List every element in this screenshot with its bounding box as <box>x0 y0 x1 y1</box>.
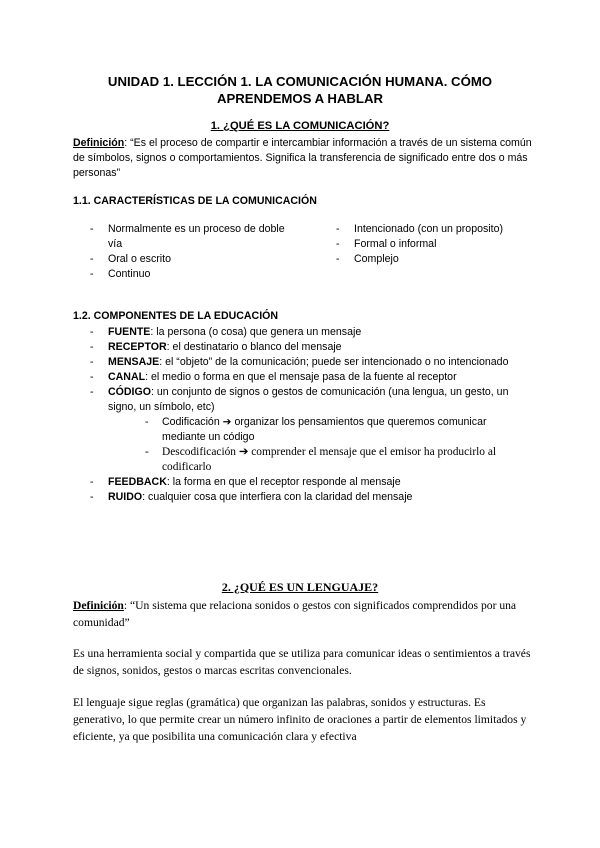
section-1-1-heading: 1.1. CARACTERÍSTICAS DE LA COMUNICACIÓN <box>73 195 317 207</box>
term: MENSAJE <box>108 356 160 368</box>
list-item: - Formal o informal <box>336 237 536 252</box>
list-item <box>90 355 530 370</box>
list-item: - Intencionado (con un proposito) <box>336 222 536 237</box>
components-list <box>90 325 530 505</box>
term-description: : cualquier cosa que interfiera con la claridad del mensaje <box>142 491 413 503</box>
section-1-heading: 1. ¿QUÉ ES LA COMUNICACIÓN? <box>210 120 390 132</box>
list-item <box>90 325 530 340</box>
definition-text: : “Un sistema que relaciona sonidos o gestos con significados comprendidos por una comunidad” <box>73 599 517 629</box>
list-item <box>90 475 530 490</box>
definition-label: Definición <box>73 599 124 612</box>
sublist-item: - Descodificación ➔ comprender el mensaje que el emisor ha producirlo al codificarlo <box>145 445 530 475</box>
document-title <box>60 73 540 107</box>
list-item: - Oral o escrito <box>90 252 290 267</box>
title-line-2: APRENDEMOS A HABLAR <box>216 91 384 106</box>
term: RECEPTOR <box>108 341 167 353</box>
characteristics-list-left <box>90 222 290 282</box>
list-item: - Complejo <box>336 252 536 267</box>
section-2-paragraph-1: Es una herramienta social y compartida que se utiliza para comunicar ideas o sentimientos a través de signos, sonidos, gestos o marcas escritas convencionales. <box>73 647 531 677</box>
list-item: - Normalmente es un proceso de doble vía <box>90 222 290 252</box>
characteristics-list-right <box>336 222 536 267</box>
term-description: : la forma en que el receptor responde al mensaje <box>166 476 401 488</box>
term-description: : el “objeto” de la comunicación; puede ser intencionado o no intencionado <box>159 356 509 368</box>
list-item <box>90 385 530 475</box>
section-1-definition <box>73 136 533 181</box>
codigo-sublist <box>108 415 530 475</box>
list-item <box>90 340 530 355</box>
section-1-2-heading: 1.2. COMPONENTES DE LA EDUCACIÓN <box>73 310 279 322</box>
definition-label: Definición <box>73 137 125 149</box>
term-description: : un conjunto de signos o gestos de comunicación (una lengua, un gesto, un signo, un símbolo, etc) <box>108 386 509 413</box>
term-description: : el medio o forma en que el mensaje pasa de la fuente al receptor <box>145 371 457 383</box>
sublist-item: - Codificación ➔ organizar los pensamientos que queremos comunicar mediante un código <box>145 415 530 445</box>
section-2-paragraph-2: El lenguaje sigue reglas (gramática) que organizan las palabras, sonidos y estructuras. Es generativo, lo que permite crear un número infinito de oraciones a partir de elementos limitados y eficiente, ya que posibilita una comunicación clara y efectiva <box>73 696 527 743</box>
definition-text: : “Es el proceso de compartir e intercambiar información a través de un sistema común de símbolos, signos o comportamientos. Significa la transferencia de significado entre dos o más personas” <box>73 137 532 179</box>
term: CÓDIGO <box>108 386 151 398</box>
title-line-1: UNIDAD 1. LECCIÓN 1. LA COMUNICACIÓN HUMANA. CÓMO <box>107 74 493 89</box>
term-description: : la persona (o cosa) que genera un mensaje <box>150 326 362 338</box>
list-item: - Continuo <box>90 267 290 282</box>
term: FEEDBACK <box>108 476 167 488</box>
list-item <box>90 370 530 385</box>
term: CANAL <box>108 371 146 383</box>
term: FUENTE <box>108 326 151 338</box>
section-2-definition <box>73 597 533 631</box>
list-item <box>90 490 530 505</box>
section-2-heading: 2. ¿QUÉ ES UN LENGUAJE? <box>221 580 379 594</box>
term: RUIDO <box>108 491 143 503</box>
term-description: : el destinatario o blanco del mensaje <box>166 341 342 353</box>
